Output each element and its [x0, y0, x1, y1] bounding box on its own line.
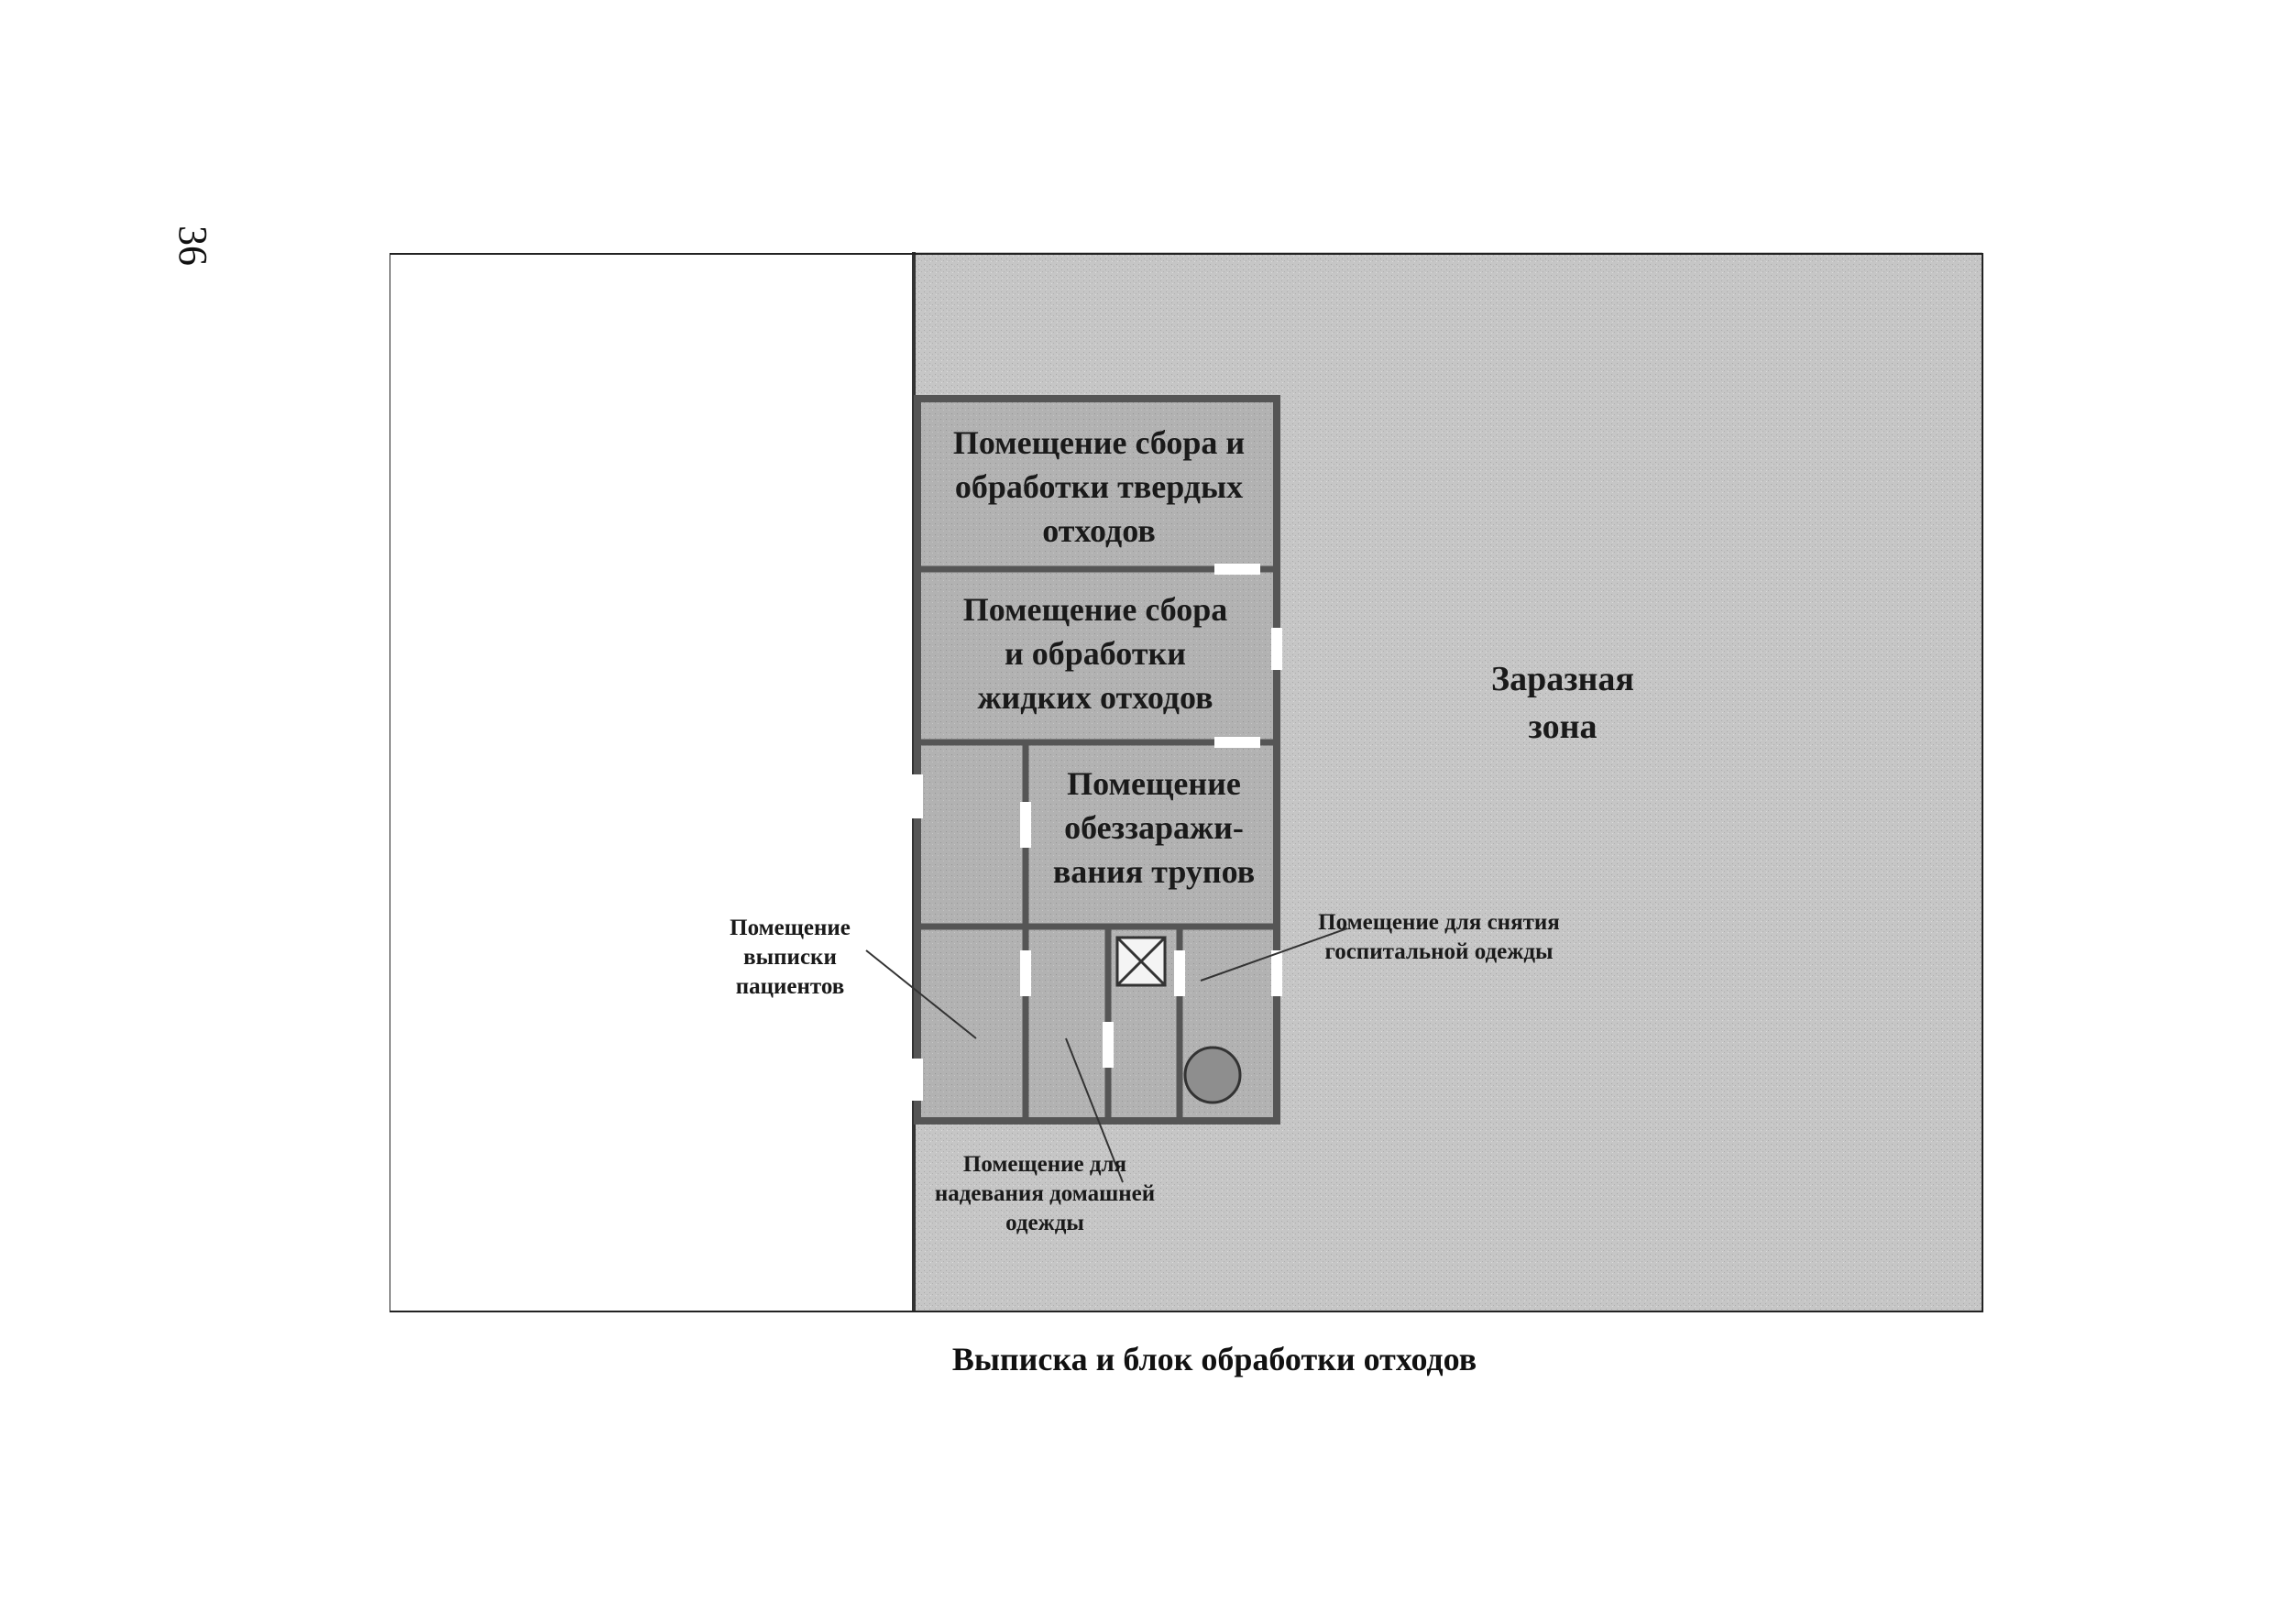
door-liquid-waste-side: [1271, 628, 1282, 670]
room-liquid-waste-label: Помещение сбора и обработки жидких отходов: [962, 591, 1228, 716]
page-number: 36: [170, 225, 215, 266]
door-corridor-upper: [912, 774, 923, 818]
callout-hospital-clothing-removal: Помещение для снятия госпитальной одежды: [1318, 910, 1560, 964]
room-solid-waste-label: Помещение сбора и обработки твердых отходов: [952, 424, 1246, 549]
figure-caption: Выписка и блок обработки отходов: [951, 1341, 1477, 1377]
room-corpse-disinfection-label: Помещение обеззаражи-вания трупов: [1052, 765, 1256, 890]
door-liquid-waste: [1214, 737, 1260, 748]
door-hospital-clothing: [1271, 950, 1282, 996]
door-discharge-inner: [1020, 950, 1031, 996]
callout-patient-discharge: Помещение выписки пациентов: [730, 916, 851, 999]
callout-home-clothing: Помещение для надевания домашней одежды: [934, 1152, 1156, 1235]
door-home-clothing: [1103, 1022, 1114, 1068]
floor-plan: [390, 252, 1984, 1315]
door-shower: [1174, 950, 1185, 996]
tank-fixture: [1185, 1048, 1240, 1103]
infectious-zone-label: Заразная зона: [1491, 660, 1634, 746]
door-solid-waste: [1214, 564, 1260, 575]
door-corpse-room: [1020, 802, 1031, 848]
door-discharge-exit: [912, 1059, 923, 1101]
